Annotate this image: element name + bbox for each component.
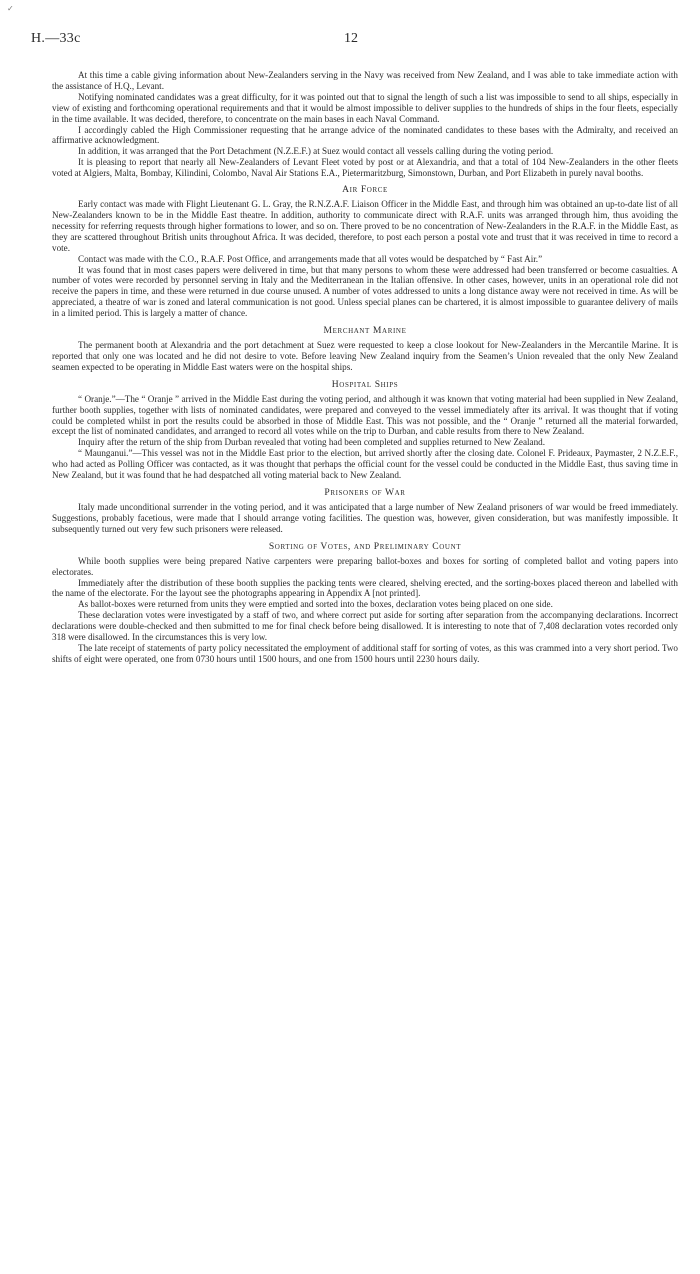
paragraph: “ Oranje.”—The “ Oranje ” arrived in the Middle East during the voting period, and although it was known that voting material had been supplied in New Zealand, further booth supplies, together with lists of nominated candidates, were prepared and conveyed to the vessel immediately after its arrival. It was thought that if voting could be completed whilst in port the results could be absorbed in those of Middle East. This was not possible, and the “ Oranje ” returned all the material forwarded, except the list of nominated candidates, and arranged to record all votes while on the trip to Durban, and cable results from there to New Zealand. — [52, 393, 678, 437]
air-force-section — [52, 184, 678, 319]
page-number: 12 — [344, 31, 358, 46]
page-header — [31, 31, 678, 58]
paragraph: Notifying nominated candidates was a great difficulty, for it was pointed out that to signal the length of such a list was impossible to send to all ships, especially in view of existing and forthcoming operational requirements and that it would be almost impossible to deliver supplies to the hundreds of ships in the four fleets, especially in the time available. It was decided, therefore, to concentrate on the main bases in each Naval Command. — [52, 91, 678, 124]
paragraph: Contact was made with the C.O., R.A.F. Post Office, and arrangements made that all votes would be despatched by “ Fast Air.” — [78, 253, 543, 264]
section-heading-air-force: Air Force — [342, 184, 388, 196]
paragraph: In addition, it was arranged that the Port Detachment (N.Z.E.F.) at Suez would contact all vessels calling during the voting period. — [78, 146, 554, 157]
paragraph: “ Maunganui.”—This vessel was not in the Middle East prior to the election, but arrived shortly after the closing date. Colonel F. Prideaux, Paymaster, 2 N.Z.E.F., who had acted as Polling Officer was contacted, as it was thought that perhaps the official count for the vessel could be conducted in the Middle East, thus saving time in New Zealand, but it was found that he had despatched all voting material back to New Zealand. — [52, 448, 678, 481]
section-heading-sorting: Sorting of Votes, and Preliminary Count — [268, 540, 462, 552]
merchant-marine-section — [52, 325, 678, 373]
paragraph: Italy made unconditional surrender in the voting period, and it was anticipated that a large number of New Zealand prisoners of war would be freed immediately. Suggestions, probably facetious, were made that I should arrange voting facilities. The question was, however, given consideration, but was manifestly impossible. It subsequently turned out very few such prisoners were released. — [52, 502, 678, 534]
paragraph: I accordingly cabled the High Commissioner requesting that he arrange advice of the nominated candidates to these bases with the Admiralty, and received an affirmative acknowledgment. — [52, 124, 678, 146]
document-body — [52, 70, 678, 665]
paragraph: The late receipt of statements of party policy necessitated the employment of additional staff for sorting of votes, as this was crammed into a very short period. Two shifts of eight were operated, one from 0730 hours until 1500 hours, and one from 1500 hours until 2230 hours daily. — [52, 642, 678, 664]
sorting-section — [52, 541, 678, 665]
paragraph: Inquiry after the return of the ship from Durban revealed that voting had been completed and supplies returned to New Zealand. — [78, 437, 545, 448]
paragraph: The permanent booth at Alexandria and the port detachment at Suez were requested to keep a close lookout for New-Zealanders in the Mercantile Marine. It is reported that only one was located and he did not desire to vote. Before leaving New Zealand inquiry from the Seamen’s Union revealed that the only New Zealand seamen expected to be operating in Middle East waters were on the hospital ships. — [52, 340, 678, 372]
document-reference: H.—33c — [31, 31, 81, 46]
paragraph: It was found that in most cases papers were delivered in time, but that many persons to whom these were addressed had been transferred or become casualties. A number of votes were recorded by personnel serving in Italy and the Mediterranean in the Italian offensive. In other cases, however, units in an operational role did not receive the papers in time, and these were returned in due course unused. A number of votes addressed to units a long distance away were not received in time. As will be appreciated, a theatre of war is zoned and lateral communication is not good. Unless special planes can be chartered, it is almost impossible to guarantee delivery of mails in a limited period. This is largely a matter of chance. — [52, 264, 678, 319]
paragraph: At this time a cable giving information about New-Zealanders serving in the Navy was received from New Zealand, and I was able to take immediate action with the assistance of H.Q., Levant. — [52, 70, 678, 91]
paragraph: Immediately after the distribution of these booth supplies the packing tents were cleared, shelving erected, and the sorting-boxes placed thereon and labelled with the name of the electorate. For the layout see the photographs appearing in Appendix A [not printed]. — [52, 577, 678, 599]
hospital-ships-section — [52, 379, 678, 481]
prisoners-of-war-section — [52, 487, 678, 535]
paragraph: It is pleasing to report that nearly all New-Zealanders of Levant Fleet voted by post or at Alexandria, and that a total of 104 New-Zealanders in the other fleets voted at Algiers, Malta, Bombay, Kilindini, Colombo, Naval Air Stations E.A., Pietermaritzburg, Simonstown, Durban, and Port Elizabeth in purely naval booths. — [52, 157, 678, 179]
paragraph: These declaration votes were investigated by a staff of two, and where correct put aside for sorting after separation from the accompanying declarations. Incorrect declarations were double-checked and then submitted to me for final check before being disallowed. It is interesting to note that of 7,408 declaration votes recorded only 318 were disallowed. In the circumstances this is very low. — [52, 610, 678, 643]
section-heading-prisoners-of-war: Prisoners of War — [324, 487, 406, 498]
section-heading-hospital-ships: Hospital Ships — [331, 378, 399, 390]
section-heading-merchant-marine: Merchant Marine — [323, 325, 407, 337]
paragraph: As ballot-boxes were returned from units they were emptied and sorted into the boxes, declaration votes being placed on one side. — [78, 599, 553, 610]
paragraph: Early contact was made with Flight Lieutenant G. L. Gray, the R.N.Z.A.F. Liaison Officer in the Middle East, and through him was obtained an up-to-date list of all New-Zealanders known to be in the Middle East theatre. In addition, authority to communicate direct with R.A.F. units was arranged through him, thus avoiding the necessity for referring requests through higher formations to lower, and so on. There proved to be no concentration of New-Zealanders in the R.A.F. in the Middle East, as they are scattered throughout British units throughout Africa. It was decided, therefore, to post each person a postal vote and trust that it was received in time to record a vote. — [52, 199, 678, 253]
corner-mark: ✓ — [7, 4, 14, 13]
navy-section — [52, 70, 678, 179]
paragraph: While booth supplies were being prepared Native carpenters were preparing ballot-boxes and boxes for sorting of completed ballot and voting papers into electorates. — [52, 555, 678, 577]
